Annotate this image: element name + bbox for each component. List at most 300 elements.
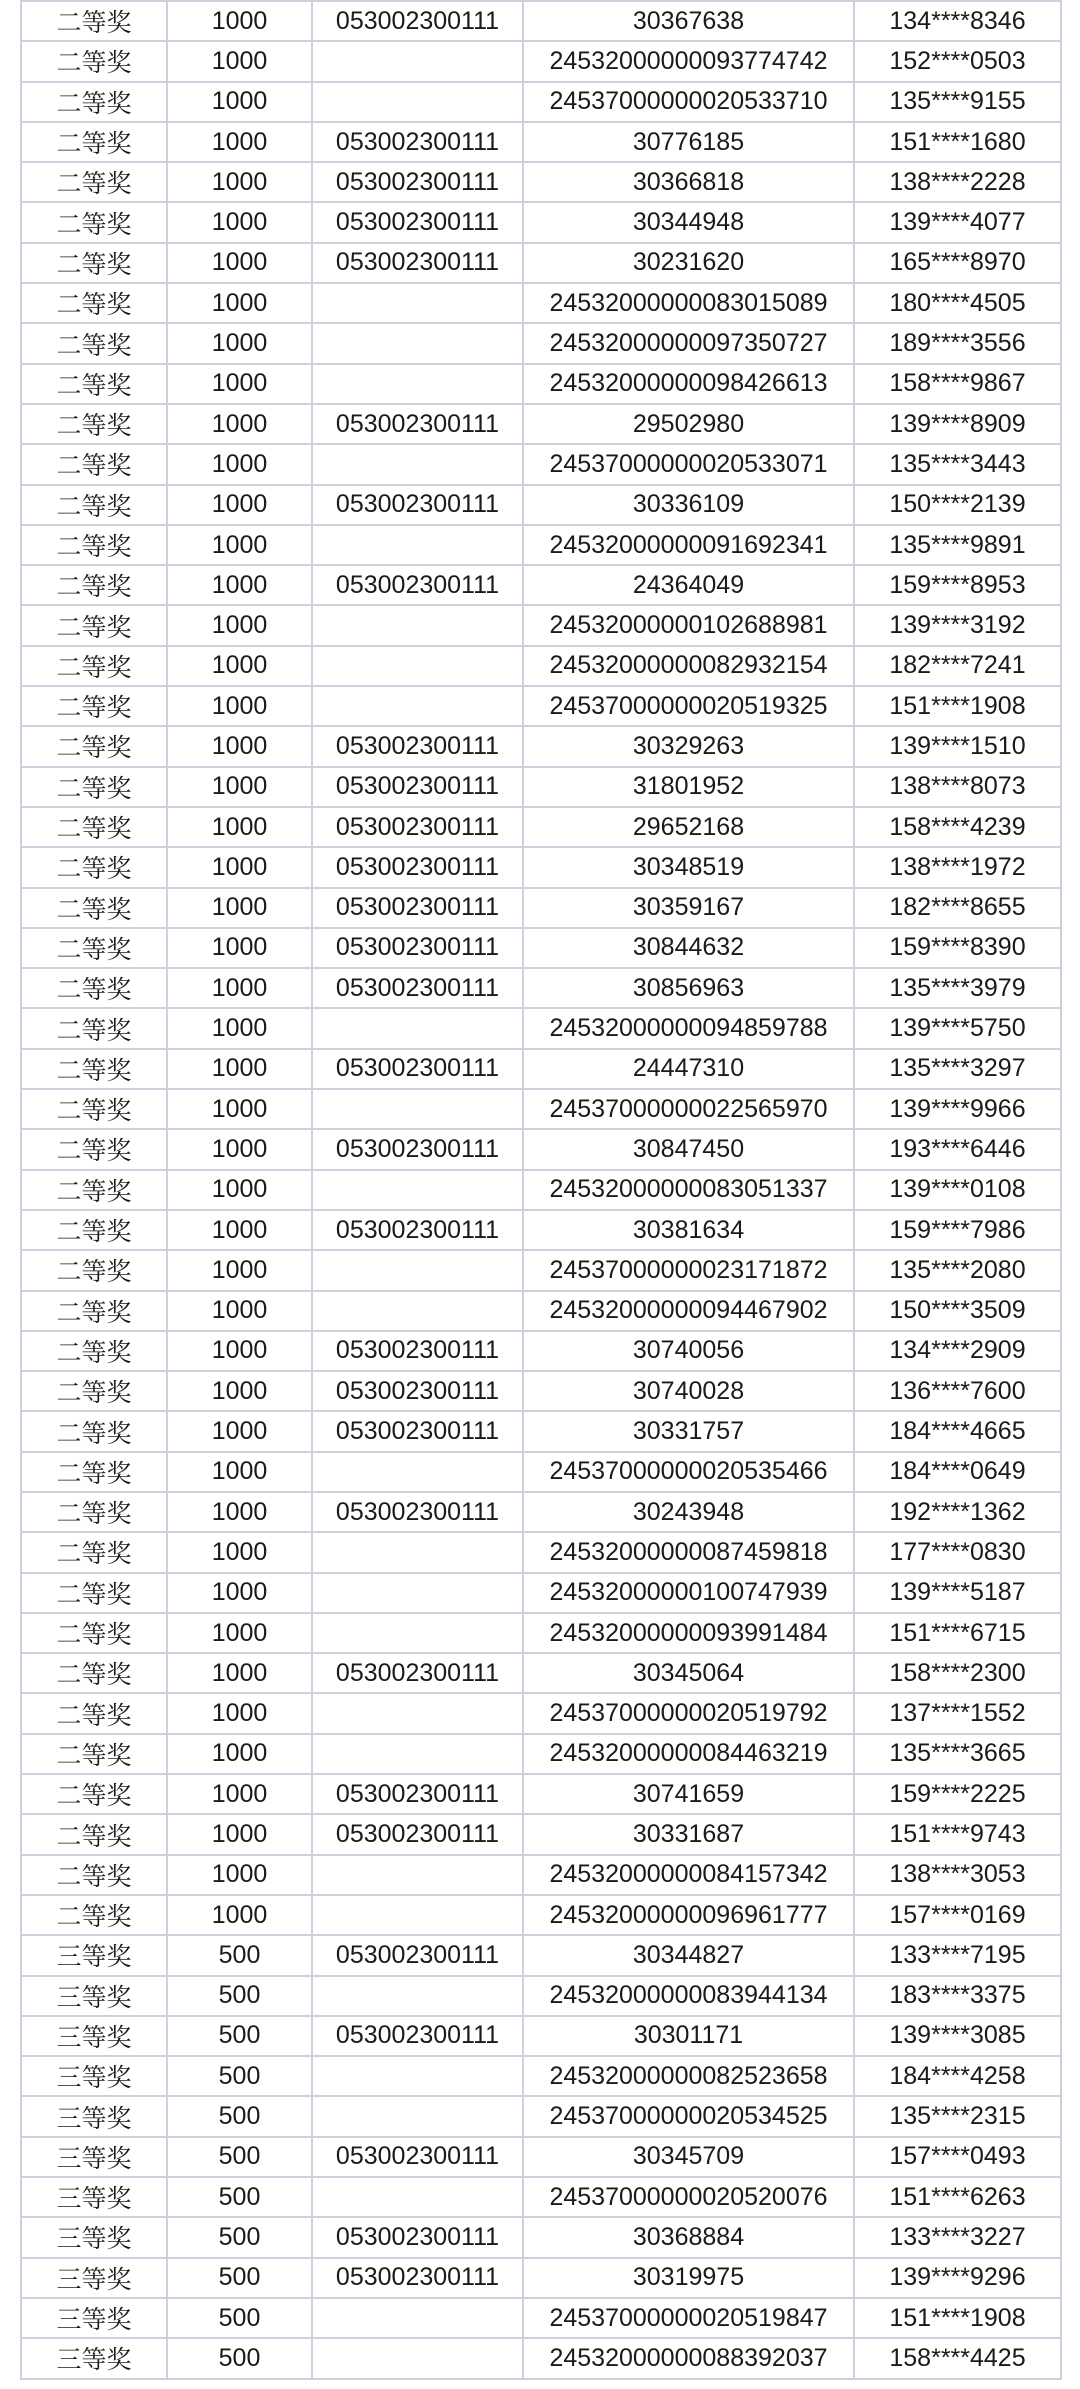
prize-level-cell: 二等奖 [21, 1774, 167, 1814]
table-row [21, 202, 1061, 242]
prize-amount-cell: 1000 [167, 1895, 312, 1935]
account-number-cell: 30359167 [523, 888, 854, 928]
account-number-cell: 24532000000093991484 [523, 1613, 854, 1653]
phone-number-cell: 184****0649 [854, 1452, 1061, 1492]
account-number-cell: 24532000000083051337 [523, 1170, 854, 1210]
phone-number-cell: 137****1552 [854, 1693, 1061, 1733]
table-row [21, 968, 1061, 1008]
phone-number-cell: 139****8909 [854, 404, 1061, 444]
phone-number-cell: 152****0503 [854, 41, 1061, 81]
prize-amount-cell: 500 [167, 2258, 312, 2298]
account-number-cell: 24537000000020519847 [523, 2298, 854, 2338]
prize-amount-cell: 1000 [167, 364, 312, 404]
account-number-cell: 24532000000098426613 [523, 364, 854, 404]
phone-number-cell: 138****3053 [854, 1855, 1061, 1895]
merchant-code-cell [312, 1895, 523, 1935]
prize-amount-cell: 500 [167, 2137, 312, 2177]
phone-number-cell: 182****7241 [854, 646, 1061, 686]
table-row [21, 726, 1061, 766]
prize-level-cell: 二等奖 [21, 1532, 167, 1572]
account-number-cell: 30344827 [523, 1935, 854, 1975]
account-number-cell: 30319975 [523, 2258, 854, 2298]
prize-level-cell: 二等奖 [21, 202, 167, 242]
prize-level-cell: 三等奖 [21, 2016, 167, 2056]
account-number-cell: 24537000000020533710 [523, 82, 854, 122]
prize-amount-cell: 1000 [167, 1411, 312, 1451]
phone-number-cell: 139****3192 [854, 605, 1061, 645]
table-row [21, 444, 1061, 484]
prize-level-cell: 三等奖 [21, 1935, 167, 1975]
phone-number-cell: 182****8655 [854, 888, 1061, 928]
prize-level-cell: 二等奖 [21, 1613, 167, 1653]
merchant-code-cell [312, 1573, 523, 1613]
account-number-cell: 24532000000091692341 [523, 525, 854, 565]
prize-level-cell: 二等奖 [21, 726, 167, 766]
account-number-cell: 24532000000083015089 [523, 283, 854, 323]
account-number-cell: 24532000000100747939 [523, 1573, 854, 1613]
prize-amount-cell: 1000 [167, 1, 312, 41]
table-row [21, 2217, 1061, 2257]
prize-level-cell: 二等奖 [21, 1331, 167, 1371]
phone-number-cell: 159****2225 [854, 1774, 1061, 1814]
merchant-code-cell [312, 1250, 523, 1290]
prize-amount-cell: 1000 [167, 565, 312, 605]
prize-amount-cell: 1000 [167, 847, 312, 887]
table-row [21, 2338, 1061, 2378]
phone-number-cell: 177****0830 [854, 1532, 1061, 1572]
table-row [21, 1492, 1061, 1532]
table-row [21, 1532, 1061, 1572]
table-row [21, 1210, 1061, 1250]
phone-number-cell: 158****9867 [854, 364, 1061, 404]
prize-amount-cell: 1000 [167, 605, 312, 645]
prize-level-cell: 二等奖 [21, 1, 167, 41]
table-row [21, 525, 1061, 565]
prize-level-cell: 二等奖 [21, 1008, 167, 1048]
table-row [21, 243, 1061, 283]
account-number-cell: 31801952 [523, 767, 854, 807]
prize-level-cell: 二等奖 [21, 1250, 167, 1290]
phone-number-cell: 135****9891 [854, 525, 1061, 565]
phone-number-cell: 135****3979 [854, 968, 1061, 1008]
prize-amount-cell: 1000 [167, 444, 312, 484]
merchant-code-cell: 053002300111 [312, 968, 523, 1008]
table-row [21, 2298, 1061, 2338]
prize-amount-cell: 1000 [167, 646, 312, 686]
account-number-cell: 24537000000023171872 [523, 1250, 854, 1290]
table-row [21, 1734, 1061, 1774]
table-row [21, 1693, 1061, 1733]
phone-number-cell: 192****1362 [854, 1492, 1061, 1532]
phone-number-cell: 139****5750 [854, 1008, 1061, 1048]
prize-amount-cell: 1000 [167, 1008, 312, 1048]
table-row [21, 122, 1061, 162]
merchant-code-cell: 053002300111 [312, 1814, 523, 1854]
merchant-code-cell: 053002300111 [312, 1331, 523, 1371]
account-number-cell: 30231620 [523, 243, 854, 283]
account-number-cell: 30776185 [523, 122, 854, 162]
phone-number-cell: 139****9966 [854, 1089, 1061, 1129]
account-number-cell: 29652168 [523, 807, 854, 847]
merchant-code-cell: 053002300111 [312, 928, 523, 968]
prize-level-cell: 二等奖 [21, 1734, 167, 1774]
prize-amount-cell: 1000 [167, 162, 312, 202]
table-row [21, 2016, 1061, 2056]
table-row [21, 888, 1061, 928]
merchant-code-cell [312, 444, 523, 484]
prize-level-cell: 二等奖 [21, 82, 167, 122]
merchant-code-cell: 053002300111 [312, 485, 523, 525]
prize-amount-cell: 500 [167, 1935, 312, 1975]
account-number-cell: 24532000000082523658 [523, 2056, 854, 2096]
prize-amount-cell: 500 [167, 2016, 312, 2056]
phone-number-cell: 139****9296 [854, 2258, 1061, 2298]
phone-number-cell: 139****3085 [854, 2016, 1061, 2056]
prize-amount-cell: 1000 [167, 1331, 312, 1371]
table-row [21, 1814, 1061, 1854]
prize-level-cell: 二等奖 [21, 1049, 167, 1089]
prize-level-cell: 二等奖 [21, 1693, 167, 1733]
prize-amount-cell: 500 [167, 2217, 312, 2257]
account-number-cell: 30741659 [523, 1774, 854, 1814]
table-row [21, 1049, 1061, 1089]
account-number-cell: 30329263 [523, 726, 854, 766]
account-number-cell: 24537000000020520076 [523, 2177, 854, 2217]
prize-level-cell: 二等奖 [21, 1653, 167, 1693]
merchant-code-cell: 053002300111 [312, 1049, 523, 1089]
phone-number-cell: 158****2300 [854, 1653, 1061, 1693]
table-row [21, 1452, 1061, 1492]
prize-level-cell: 二等奖 [21, 1452, 167, 1492]
prize-amount-cell: 1000 [167, 1210, 312, 1250]
prize-amount-cell: 1000 [167, 404, 312, 444]
prize-amount-cell: 1000 [167, 767, 312, 807]
prize-level-cell: 二等奖 [21, 243, 167, 283]
merchant-code-cell [312, 1734, 523, 1774]
account-number-cell: 24532000000094859788 [523, 1008, 854, 1048]
phone-number-cell: 133****3227 [854, 2217, 1061, 2257]
prize-level-cell: 二等奖 [21, 968, 167, 1008]
prize-level-cell: 二等奖 [21, 1895, 167, 1935]
phone-number-cell: 139****5187 [854, 1573, 1061, 1613]
account-number-cell: 30367638 [523, 1, 854, 41]
prize-amount-cell: 1000 [167, 1532, 312, 1572]
prize-amount-cell: 1000 [167, 202, 312, 242]
table-row [21, 1573, 1061, 1613]
prize-level-cell: 三等奖 [21, 1976, 167, 2016]
account-number-cell: 24532000000082932154 [523, 646, 854, 686]
prize-level-cell: 二等奖 [21, 41, 167, 81]
prize-amount-cell: 1000 [167, 686, 312, 726]
prize-level-cell: 二等奖 [21, 1170, 167, 1210]
account-number-cell: 24537000000020533071 [523, 444, 854, 484]
phone-number-cell: 135****3443 [854, 444, 1061, 484]
prize-amount-cell: 1000 [167, 1089, 312, 1129]
merchant-code-cell [312, 1976, 523, 2016]
prize-level-cell: 二等奖 [21, 404, 167, 444]
merchant-code-cell: 053002300111 [312, 122, 523, 162]
merchant-code-cell: 053002300111 [312, 1371, 523, 1411]
account-number-cell: 24532000000083944134 [523, 1976, 854, 2016]
prize-level-cell: 二等奖 [21, 122, 167, 162]
table-row [21, 1371, 1061, 1411]
table-row [21, 605, 1061, 645]
merchant-code-cell [312, 525, 523, 565]
prize-level-cell: 三等奖 [21, 2056, 167, 2096]
table-row [21, 1935, 1061, 1975]
account-number-cell: 24532000000102688981 [523, 605, 854, 645]
table-row [21, 1089, 1061, 1129]
phone-number-cell: 139****0108 [854, 1170, 1061, 1210]
merchant-code-cell: 053002300111 [312, 767, 523, 807]
prize-level-cell: 二等奖 [21, 605, 167, 645]
table-row [21, 1976, 1061, 2016]
prize-level-cell: 二等奖 [21, 686, 167, 726]
phone-number-cell: 183****3375 [854, 1976, 1061, 2016]
prize-level-cell: 三等奖 [21, 2217, 167, 2257]
account-number-cell: 24532000000097350727 [523, 323, 854, 363]
prize-amount-cell: 1000 [167, 807, 312, 847]
phone-number-cell: 151****9743 [854, 1814, 1061, 1854]
prize-amount-cell: 1000 [167, 82, 312, 122]
table-row [21, 2096, 1061, 2136]
phone-number-cell: 133****7195 [854, 1935, 1061, 1975]
winners-list-sheet [20, 0, 1060, 2380]
table-row [21, 1291, 1061, 1331]
merchant-code-cell [312, 686, 523, 726]
prize-amount-cell: 1000 [167, 1452, 312, 1492]
merchant-code-cell: 053002300111 [312, 243, 523, 283]
merchant-code-cell: 053002300111 [312, 2137, 523, 2177]
account-number-cell: 30740056 [523, 1331, 854, 1371]
account-number-cell: 30368884 [523, 2217, 854, 2257]
account-number-cell: 30345064 [523, 1653, 854, 1693]
prize-amount-cell: 500 [167, 2056, 312, 2096]
account-number-cell: 30336109 [523, 485, 854, 525]
prize-amount-cell: 1000 [167, 122, 312, 162]
phone-number-cell: 134****2909 [854, 1331, 1061, 1371]
prize-amount-cell: 1000 [167, 485, 312, 525]
merchant-code-cell [312, 283, 523, 323]
table-row [21, 2177, 1061, 2217]
prize-level-cell: 三等奖 [21, 2137, 167, 2177]
account-number-cell: 24532000000094467902 [523, 1291, 854, 1331]
table-row [21, 807, 1061, 847]
merchant-code-cell [312, 1008, 523, 1048]
account-number-cell: 29502980 [523, 404, 854, 444]
account-number-cell: 30381634 [523, 1210, 854, 1250]
prize-amount-cell: 1000 [167, 1653, 312, 1693]
merchant-code-cell: 053002300111 [312, 1935, 523, 1975]
prize-amount-cell: 1000 [167, 323, 312, 363]
prize-amount-cell: 1000 [167, 928, 312, 968]
phone-number-cell: 151****1908 [854, 686, 1061, 726]
merchant-code-cell: 053002300111 [312, 1653, 523, 1693]
prize-level-cell: 二等奖 [21, 767, 167, 807]
prize-level-cell: 二等奖 [21, 1089, 167, 1129]
merchant-code-cell: 053002300111 [312, 162, 523, 202]
prize-amount-cell: 1000 [167, 1170, 312, 1210]
merchant-code-cell [312, 2096, 523, 2136]
phone-number-cell: 151****1908 [854, 2298, 1061, 2338]
prize-level-cell: 二等奖 [21, 1573, 167, 1613]
phone-number-cell: 136****7600 [854, 1371, 1061, 1411]
prize-level-cell: 二等奖 [21, 1492, 167, 1532]
account-number-cell: 24364049 [523, 565, 854, 605]
phone-number-cell: 138****1972 [854, 847, 1061, 887]
prize-amount-cell: 1000 [167, 968, 312, 1008]
merchant-code-cell [312, 1089, 523, 1129]
prize-level-cell: 二等奖 [21, 1210, 167, 1250]
table-row [21, 2137, 1061, 2177]
prize-amount-cell: 500 [167, 2338, 312, 2378]
prize-level-cell: 二等奖 [21, 1411, 167, 1451]
prize-amount-cell: 500 [167, 1976, 312, 2016]
prize-level-cell: 三等奖 [21, 2338, 167, 2378]
merchant-code-cell: 053002300111 [312, 565, 523, 605]
merchant-code-cell: 053002300111 [312, 1210, 523, 1250]
merchant-code-cell: 053002300111 [312, 1, 523, 41]
phone-number-cell: 151****1680 [854, 122, 1061, 162]
phone-number-cell: 159****7986 [854, 1210, 1061, 1250]
phone-number-cell: 135****9155 [854, 82, 1061, 122]
phone-number-cell: 135****3297 [854, 1049, 1061, 1089]
phone-number-cell: 135****2315 [854, 2096, 1061, 2136]
table-row [21, 1129, 1061, 1169]
prize-level-cell: 二等奖 [21, 364, 167, 404]
phone-number-cell: 158****4425 [854, 2338, 1061, 2378]
prize-amount-cell: 1000 [167, 1855, 312, 1895]
table-row [21, 485, 1061, 525]
phone-number-cell: 165****8970 [854, 243, 1061, 283]
merchant-code-cell [312, 2056, 523, 2096]
account-number-cell: 24537000000020519792 [523, 1693, 854, 1733]
prize-level-cell: 三等奖 [21, 2177, 167, 2217]
phone-number-cell: 138****8073 [854, 767, 1061, 807]
phone-number-cell: 157****0169 [854, 1895, 1061, 1935]
prize-amount-cell: 1000 [167, 1734, 312, 1774]
winners-table [20, 0, 1062, 2380]
prize-amount-cell: 500 [167, 2177, 312, 2217]
account-number-cell: 30331687 [523, 1814, 854, 1854]
winners-table-body [21, 1, 1061, 2379]
table-row [21, 1774, 1061, 1814]
prize-amount-cell: 1000 [167, 1250, 312, 1290]
account-number-cell: 24532000000087459818 [523, 1532, 854, 1572]
prize-amount-cell: 1000 [167, 283, 312, 323]
prize-level-cell: 二等奖 [21, 565, 167, 605]
table-row [21, 1895, 1061, 1935]
phone-number-cell: 139****1510 [854, 726, 1061, 766]
phone-number-cell: 150****2139 [854, 485, 1061, 525]
table-row [21, 364, 1061, 404]
prize-level-cell: 三等奖 [21, 2096, 167, 2136]
prize-amount-cell: 1000 [167, 1492, 312, 1532]
table-row [21, 82, 1061, 122]
merchant-code-cell: 053002300111 [312, 2217, 523, 2257]
merchant-code-cell [312, 2338, 523, 2378]
merchant-code-cell [312, 1532, 523, 1572]
merchant-code-cell [312, 1170, 523, 1210]
prize-amount-cell: 1000 [167, 726, 312, 766]
table-row [21, 1170, 1061, 1210]
account-number-cell: 24537000000020534525 [523, 2096, 854, 2136]
account-number-cell: 30331757 [523, 1411, 854, 1451]
prize-amount-cell: 1000 [167, 1291, 312, 1331]
prize-level-cell: 二等奖 [21, 162, 167, 202]
prize-level-cell: 二等奖 [21, 928, 167, 968]
prize-amount-cell: 1000 [167, 1129, 312, 1169]
phone-number-cell: 159****8390 [854, 928, 1061, 968]
merchant-code-cell: 053002300111 [312, 888, 523, 928]
table-row [21, 323, 1061, 363]
prize-level-cell: 二等奖 [21, 1291, 167, 1331]
phone-number-cell: 135****2080 [854, 1250, 1061, 1290]
table-row [21, 2258, 1061, 2298]
table-row [21, 1331, 1061, 1371]
table-row [21, 1, 1061, 41]
account-number-cell: 30847450 [523, 1129, 854, 1169]
merchant-code-cell [312, 605, 523, 645]
prize-level-cell: 三等奖 [21, 2298, 167, 2338]
merchant-code-cell [312, 2177, 523, 2217]
table-row [21, 646, 1061, 686]
prize-amount-cell: 1000 [167, 1814, 312, 1854]
phone-number-cell: 189****3556 [854, 323, 1061, 363]
prize-level-cell: 二等奖 [21, 646, 167, 686]
table-row [21, 565, 1061, 605]
table-row [21, 686, 1061, 726]
prize-amount-cell: 1000 [167, 1573, 312, 1613]
prize-amount-cell: 1000 [167, 1613, 312, 1653]
phone-number-cell: 158****4239 [854, 807, 1061, 847]
account-number-cell: 30344948 [523, 202, 854, 242]
merchant-code-cell: 053002300111 [312, 847, 523, 887]
prize-amount-cell: 1000 [167, 1693, 312, 1733]
phone-number-cell: 135****3665 [854, 1734, 1061, 1774]
merchant-code-cell: 053002300111 [312, 404, 523, 444]
merchant-code-cell [312, 646, 523, 686]
phone-number-cell: 151****6715 [854, 1613, 1061, 1653]
merchant-code-cell: 053002300111 [312, 2258, 523, 2298]
merchant-code-cell [312, 1693, 523, 1733]
table-row [21, 847, 1061, 887]
table-row [21, 1855, 1061, 1895]
account-number-cell: 24532000000093774742 [523, 41, 854, 81]
phone-number-cell: 159****8953 [854, 565, 1061, 605]
merchant-code-cell [312, 2298, 523, 2338]
merchant-code-cell [312, 41, 523, 81]
account-number-cell: 30301171 [523, 2016, 854, 2056]
phone-number-cell: 139****4077 [854, 202, 1061, 242]
table-row [21, 1613, 1061, 1653]
prize-level-cell: 二等奖 [21, 283, 167, 323]
merchant-code-cell: 053002300111 [312, 1492, 523, 1532]
phone-number-cell: 184****4665 [854, 1411, 1061, 1451]
prize-level-cell: 三等奖 [21, 2258, 167, 2298]
merchant-code-cell [312, 323, 523, 363]
merchant-code-cell [312, 1613, 523, 1653]
phone-number-cell: 134****8346 [854, 1, 1061, 41]
account-number-cell: 24532000000088392037 [523, 2338, 854, 2378]
account-number-cell: 24532000000096961777 [523, 1895, 854, 1935]
account-number-cell: 24537000000020535466 [523, 1452, 854, 1492]
merchant-code-cell: 053002300111 [312, 726, 523, 766]
prize-level-cell: 二等奖 [21, 525, 167, 565]
prize-level-cell: 二等奖 [21, 485, 167, 525]
table-row [21, 162, 1061, 202]
merchant-code-cell: 053002300111 [312, 807, 523, 847]
